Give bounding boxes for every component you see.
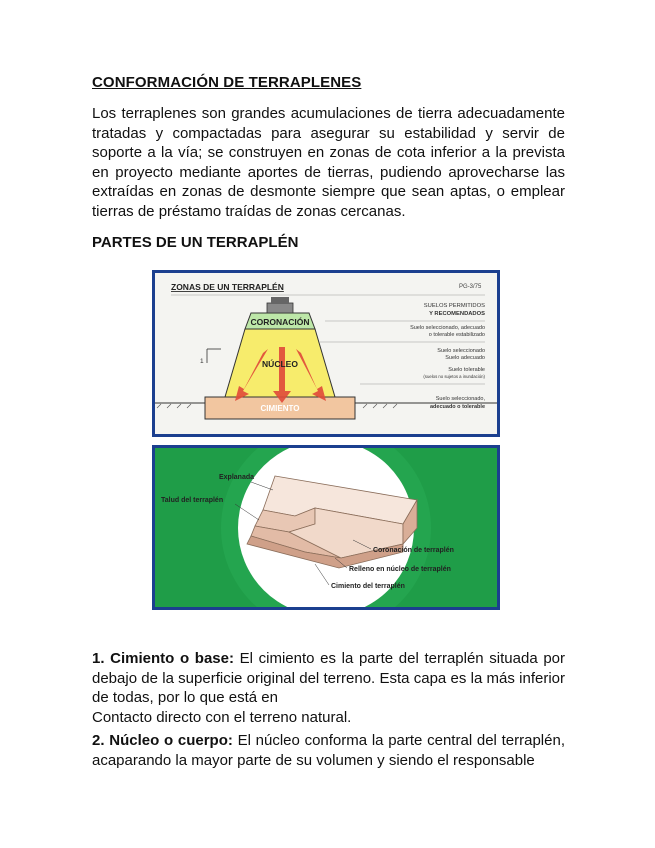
item1-paragraph	[92, 649, 565, 727]
legend-header-2: Y RECOMENDADOS	[429, 311, 485, 317]
cimiento-label: CIMIENTO	[260, 404, 300, 413]
legend-header-1: SUELOS PERMITIDOS	[423, 303, 485, 309]
coronacion-terraplen-label: Coronación de terraplén	[373, 547, 454, 554]
cimiento-terraplen-label: Cimiento del terraplén	[331, 583, 405, 590]
legend-2b: Suelo adecuado	[445, 355, 485, 361]
coronacion-label: CORONACIÓN	[250, 317, 310, 327]
figure1-code: PG-3/75	[459, 284, 482, 290]
item1-text: El cimiento es la parte del terraplén situada por debajo de la superficie original del terreno. Esta capa es la más inferior de todas, por lo que está en	[92, 650, 565, 706]
section-title: PARTES DE UN TERRAPLÉN	[92, 234, 299, 251]
document-title: CONFORMACIÓN DE TERRAPLENES	[92, 74, 362, 91]
legend-2a: Suelo seleccionado	[437, 348, 485, 354]
legend-3a: Suelo tolerable	[448, 367, 485, 373]
intro-paragraph: Los terraplenes son grandes acumulaciones de tierra adecuadamente tratadas y compactadas para asegurar su estabilidad y servir de soporte a la vía; se construyen en zonas de cota inferior a la prevista en proyecto mediante aportes de tierras, pudiendo aprovecharse las extraídas en zonas de desmonte siempre que sean aptas, o emplear tierras de préstamo traídas de zonas cercanas.	[92, 105, 565, 220]
legend-4b: adecuado o tolerable	[429, 404, 485, 410]
relleno-label: Relleno en núcleo de terraplén	[349, 566, 451, 573]
item2-text: El núcleo conforma la parte central del terraplén, acaparando la mayor parte de su volumen y siendo el responsable	[92, 732, 565, 769]
item2-heading: 2. Núcleo o cuerpo:	[92, 732, 233, 749]
nucleo-label: NÚCLEO	[262, 359, 298, 369]
slope-label: 1	[200, 358, 204, 365]
road-equipment	[267, 303, 293, 313]
explanada-label: Explanada	[219, 474, 255, 481]
embankment-zones-figure	[152, 270, 500, 437]
talud-label: Talud del terraplén	[161, 497, 224, 504]
item1-continuation: Contacto directo con el terreno natural.	[92, 708, 352, 726]
embankment-parts-figure	[152, 445, 500, 610]
legend-1b: o tolerable estabilizado	[428, 332, 485, 338]
legend-4a: Suelo seleccionado,	[435, 396, 485, 402]
legend-1a: Suelo seleccionado, adecuado	[410, 325, 485, 331]
item2-paragraph	[92, 731, 565, 770]
figure1-title: ZONAS DE UN TERRAPLÉN	[171, 282, 284, 292]
legend-3b: (suelos no sujetos a inundación)	[423, 374, 485, 379]
item1-heading: 1. Cimiento o base:	[92, 650, 234, 667]
